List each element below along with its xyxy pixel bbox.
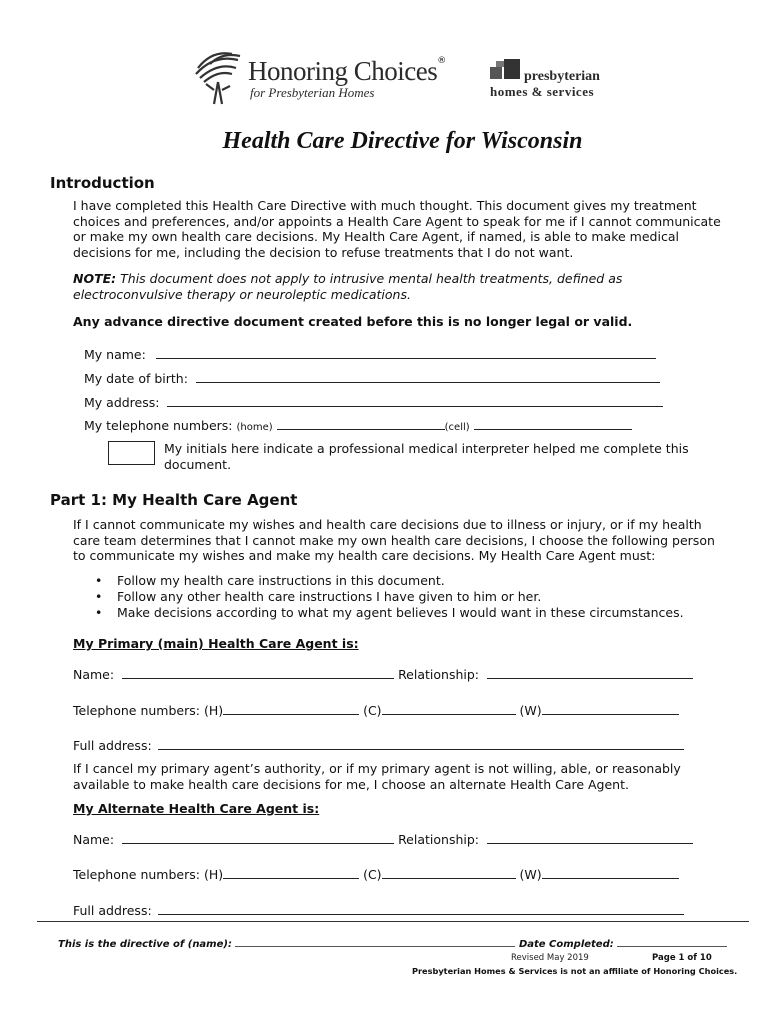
primary-name-field[interactable] (122, 666, 394, 679)
interpreter-text: My initials here indicate a professional medical interpreter helped me complete this document. (164, 441, 689, 472)
my-name-label: My name: (84, 347, 146, 362)
building-icon (488, 57, 522, 87)
introduction-heading: Introduction (50, 174, 155, 192)
primary-relationship-field[interactable] (487, 666, 693, 679)
primary-c-label: (C) (363, 703, 382, 718)
alternate-work-phone-field[interactable] (542, 866, 679, 879)
affiliate-disclaimer: Presbyterian Homes & Services is not an affiliate of Honoring Choices. (412, 966, 738, 976)
revised-date: Revised May 2019 (511, 953, 589, 963)
alternate-relationship-label: Relationship: (398, 832, 480, 847)
my-dob-field[interactable] (196, 370, 660, 383)
partner-line1: presbyterian (524, 69, 600, 84)
cell-label: (cell) (444, 422, 470, 433)
alternate-address-row (73, 902, 684, 918)
home-label: (home) (236, 422, 273, 433)
alternate-name-row (73, 831, 693, 847)
intro-paragraph: I have completed this Health Care Directive with much thought. This document gives my treatment choices and preferences, and/or appoints a Health Care Agent to speak for me if I cannot communicate or make my own health care decisions. My Health Care Agent, if named, is able to make medical decisions for me, including the decision to refuse treatments that I do not want. (73, 198, 721, 260)
primary-relationship-label: Relationship: (398, 667, 480, 682)
my-address-label: My address: (84, 395, 160, 410)
alternate-address-field[interactable] (158, 902, 684, 915)
primary-phone-label: Telephone numbers: (H) (73, 703, 224, 718)
footer-directive-row (58, 937, 727, 950)
primary-phone-row (73, 702, 679, 718)
primary-home-phone-field[interactable] (223, 702, 359, 715)
primary-name-row (73, 666, 693, 682)
logo-sub-text: for Presbyterian Homes (250, 85, 375, 100)
primary-name-label: Name: (73, 667, 115, 682)
alternate-phone-row (73, 866, 679, 882)
alternate-name-field[interactable] (122, 831, 394, 844)
alternate-cell-phone-field[interactable] (382, 866, 516, 879)
date-completed-label: Date Completed: (518, 939, 614, 950)
alternate-paragraph: If I cancel my primary agent’s authority, or if my primary agent is not willing, able, or reasonably available to make health care decisions for me, I choose an alternate Health Care Agent. (73, 761, 681, 792)
cell-phone-field[interactable] (474, 417, 632, 430)
document-title: Health Care Directive for Wisconsin (222, 128, 583, 154)
note-label: NOTE: (73, 271, 117, 286)
alternate-name-label: Name: (73, 832, 115, 847)
my-dob-row (84, 370, 660, 386)
presbyterian-homes-logo (488, 57, 608, 101)
my-address-field[interactable] (167, 394, 663, 407)
directive-name-label: This is the directive of (name): (58, 939, 232, 950)
primary-address-label: Full address: (73, 738, 152, 753)
alternate-home-phone-field[interactable] (223, 866, 359, 879)
my-name-row (84, 346, 656, 362)
list-item: • Follow my health care instructions in this document. (95, 573, 684, 589)
primary-w-label: (W) (519, 703, 542, 718)
list-item: • Make decisions according to what my agent believes I would want in these circumstances. (95, 605, 684, 621)
my-phone-label: My telephone numbers: (84, 418, 233, 433)
primary-cell-phone-field[interactable] (382, 702, 516, 715)
agent-requirements-list (95, 573, 684, 621)
primary-address-row (73, 737, 684, 753)
my-phone-row (84, 417, 632, 433)
alternate-c-label: (C) (363, 867, 382, 882)
my-dob-label: My date of birth: (84, 371, 188, 386)
note-text: This document does not apply to intrusive mental health treatments, defined as electroconvulsive therapy or neuroleptic medications. (73, 271, 623, 302)
part1-paragraph: If I cannot communicate my wishes and health care decisions due to illness or injury, or if my health care team determines that I cannot make my own health care decisions, I choose the following person to communicate my wishes and make my health care decisions. My Health Care Agent must: (73, 517, 715, 563)
part1-heading: Part 1: My Health Care Agent (50, 491, 298, 509)
primary-work-phone-field[interactable] (542, 702, 679, 715)
my-name-field[interactable] (156, 346, 656, 359)
alternate-relationship-field[interactable] (487, 831, 693, 844)
list-item: • Follow any other health care instructions I have given to him or her. (95, 589, 684, 605)
honoring-choices-logo (192, 46, 462, 108)
page-number: Page 1 of 10 (652, 953, 712, 963)
primary-address-field[interactable] (158, 737, 684, 750)
tree-icon (192, 46, 252, 108)
alternate-address-label: Full address: (73, 903, 152, 918)
alternate-w-label: (W) (519, 867, 542, 882)
alternate-agent-heading: My Alternate Health Care Agent is: (73, 801, 320, 816)
partner-line2: homes & services (490, 84, 595, 99)
primary-agent-heading: My Primary (main) Health Care Agent is: (73, 636, 359, 651)
date-completed-field[interactable] (617, 937, 727, 947)
directive-name-field[interactable] (235, 937, 515, 947)
registered-mark: ® (437, 56, 447, 66)
interpreter-initials-box[interactable] (108, 441, 155, 465)
footer-divider (37, 921, 749, 922)
note-paragraph (73, 271, 723, 302)
my-address-row (84, 394, 663, 410)
home-phone-field[interactable] (277, 417, 445, 430)
warning-text: Any advance directive document created before this is no longer legal or valid. (73, 314, 633, 329)
logo-main-text: Honoring Choices (248, 56, 438, 86)
alternate-phone-label: Telephone numbers: (H) (73, 867, 224, 882)
